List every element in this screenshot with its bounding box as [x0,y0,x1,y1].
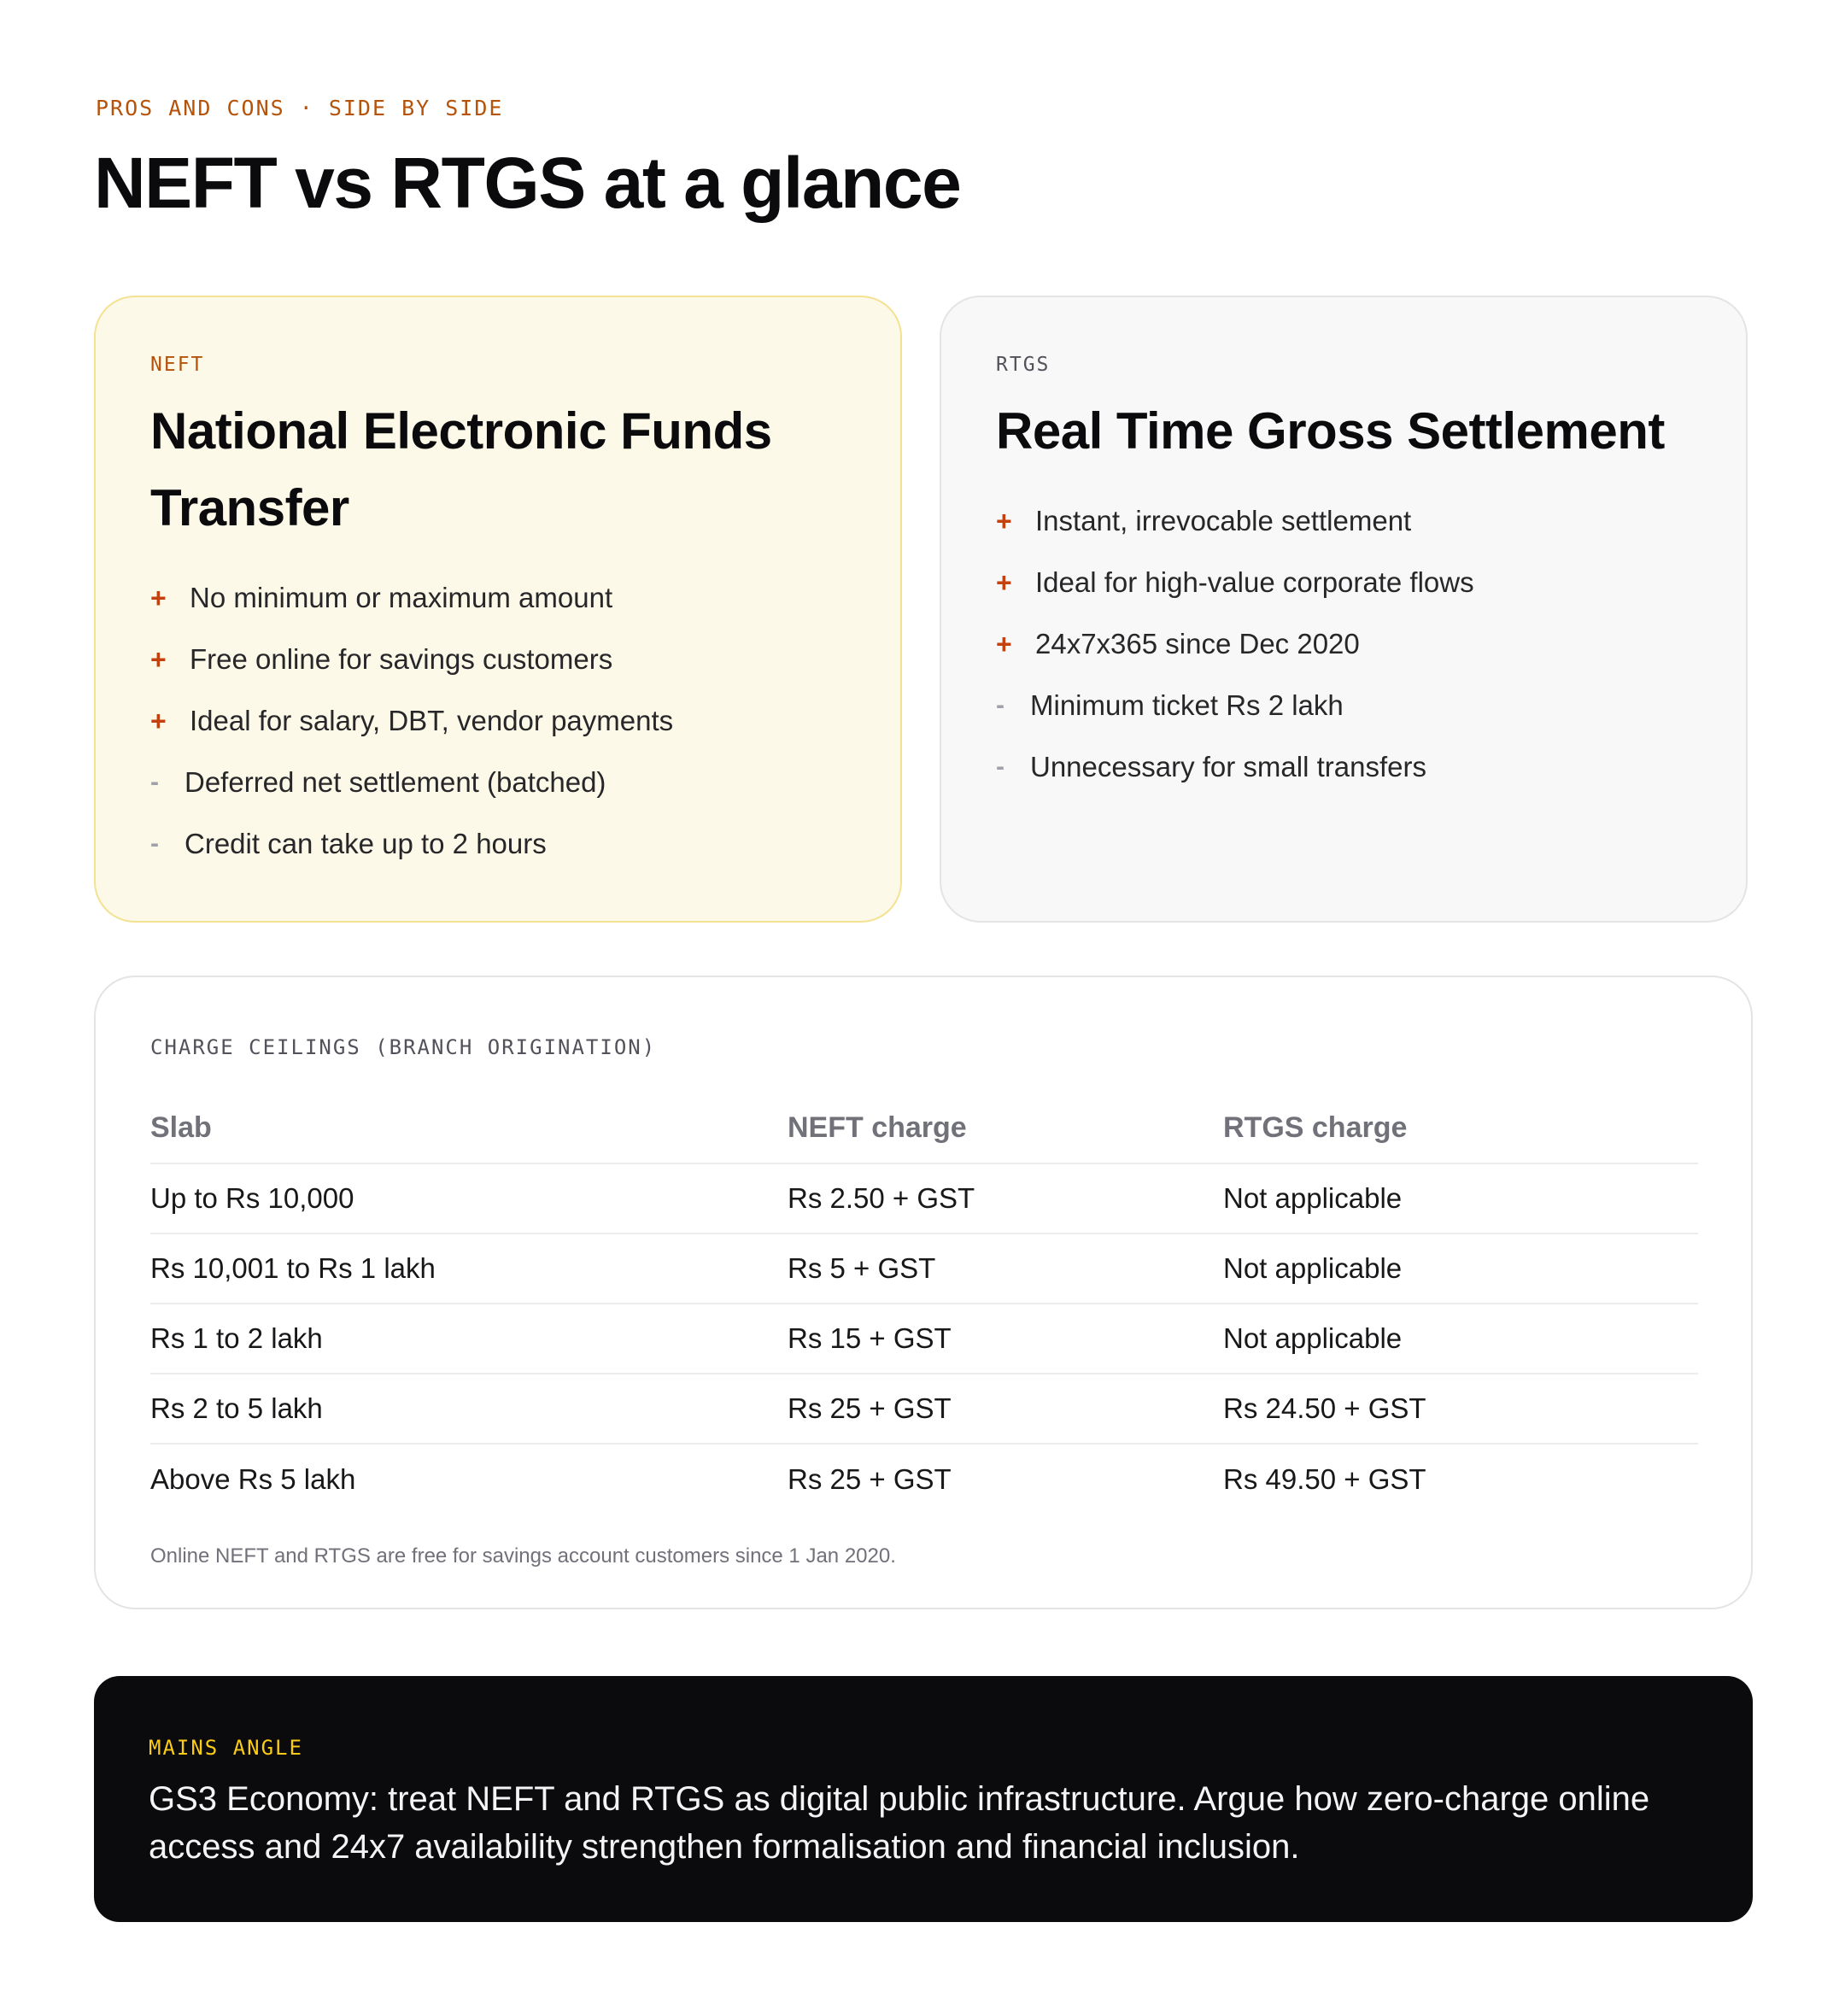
neft-point-text: Credit can take up to 2 hours [184,828,547,859]
charges-title: CHARGE CEILINGS (BRANCH ORIGINATION) [150,1035,657,1059]
neft-card-tag: NEFT [150,354,205,376]
rtgs-point [996,613,1691,675]
mains-angle-tag: MAINS ANGLE [149,1736,303,1760]
page-title: NEFT vs RTGS at a glance [94,143,961,223]
rtgs-point [996,490,1691,552]
minus-icon: - [996,691,1004,719]
slab-cell: Rs 2 to 5 lakh [150,1374,788,1444]
mains-angle-card [94,1676,1753,1922]
rtgs-charge-cell: Not applicable [1223,1304,1698,1374]
table-row [150,1304,1698,1374]
plus-icon: + [996,628,1012,659]
rtgs-card-tag: RTGS [996,354,1051,376]
rtgs-charge-cell: Not applicable [1223,1163,1698,1234]
rtgs-point-text: Ideal for high-value corporate flows [1035,566,1474,598]
neft-point-text: No minimum or maximum amount [190,582,613,613]
slab-cell: Up to Rs 10,000 [150,1163,788,1234]
rtgs-point [996,552,1691,613]
rtgs-charge-cell: Rs 24.50 + GST [1223,1374,1698,1444]
neft-points-list [150,567,846,875]
slab-cell: Above Rs 5 lakh [150,1462,356,1495]
charges-card [94,976,1753,1609]
neft-card [94,296,902,923]
rtgs-charge-cell: Not applicable [1223,1234,1698,1304]
neft-point [150,629,846,690]
table-row [150,1374,1698,1444]
table-row [150,1163,1698,1234]
rtgs-charge-cell: Rs 49.50 + GST [1223,1462,1426,1495]
rtgs-point-text: Instant, irrevocable settlement [1035,505,1412,536]
slab-cell: Rs 10,001 to Rs 1 lakh [150,1234,788,1304]
table-row [150,1234,1698,1304]
charges-footnote: Online NEFT and RTGS are free for savings account customers since 1 Jan 2020. [150,1544,896,1568]
neft-charge-cell: Rs 2.50 + GST [788,1163,1223,1234]
neft-point [150,813,846,875]
neft-charge-cell: Rs 15 + GST [788,1304,1223,1374]
neft-charge-cell: Rs 5 + GST [788,1234,1223,1304]
rtgs-points-list [996,490,1691,798]
rtgs-card [940,296,1748,923]
rtgs-point [996,675,1691,736]
neft-charge-cell: Rs 25 + GST [788,1462,952,1495]
neft-card-title-line2: Transfer [150,479,349,536]
table-header-row [150,1093,1698,1163]
neft-card-title [150,393,846,547]
rtgs-point-text: Unnecessary for small transfers [1030,751,1426,782]
table-row [150,1444,1698,1514]
neft-point [150,752,846,813]
plus-icon: + [996,505,1012,536]
neft-point [150,567,846,629]
plus-icon: + [996,566,1012,598]
plus-icon: + [150,582,167,613]
charges-table [150,1093,1698,1514]
minus-icon: - [150,768,159,796]
minus-icon: - [150,829,159,858]
neft-point-text: Deferred net settlement (batched) [184,766,606,798]
section-kicker: PROS AND CONS · SIDE BY SIDE [96,96,504,120]
plus-icon: + [150,705,167,736]
slab-cell: Rs 1 to 2 lakh [150,1304,788,1374]
neft-point-text: Ideal for salary, DBT, vendor payments [190,705,674,736]
rtgs-point-text: Minimum ticket Rs 2 lakh [1030,689,1344,721]
neft-card-title-line1: National Electronic Funds [150,402,772,460]
neft-point-text: Free online for savings customers [190,643,613,675]
column-header-neft-charge: NEFT charge [788,1093,1223,1163]
rtgs-card-title: Real Time Gross Settlement [996,402,1665,460]
rtgs-point-text: 24x7x365 since Dec 2020 [1035,628,1360,659]
neft-point [150,690,846,752]
column-header-slab: Slab [150,1093,788,1163]
mains-angle-text: GS3 Economy: treat NEFT and RTGS as digital public infrastructure. Argue how zero-charge online access and 24x7 availability strengthen formalisation and financial inclusion. [149,1780,1650,1866]
rtgs-point [996,736,1691,798]
plus-icon: + [150,643,167,675]
neft-charge-cell: Rs 25 + GST [788,1374,1223,1444]
column-header-rtgs-charge: RTGS charge [1223,1093,1698,1163]
minus-icon: - [996,753,1004,781]
